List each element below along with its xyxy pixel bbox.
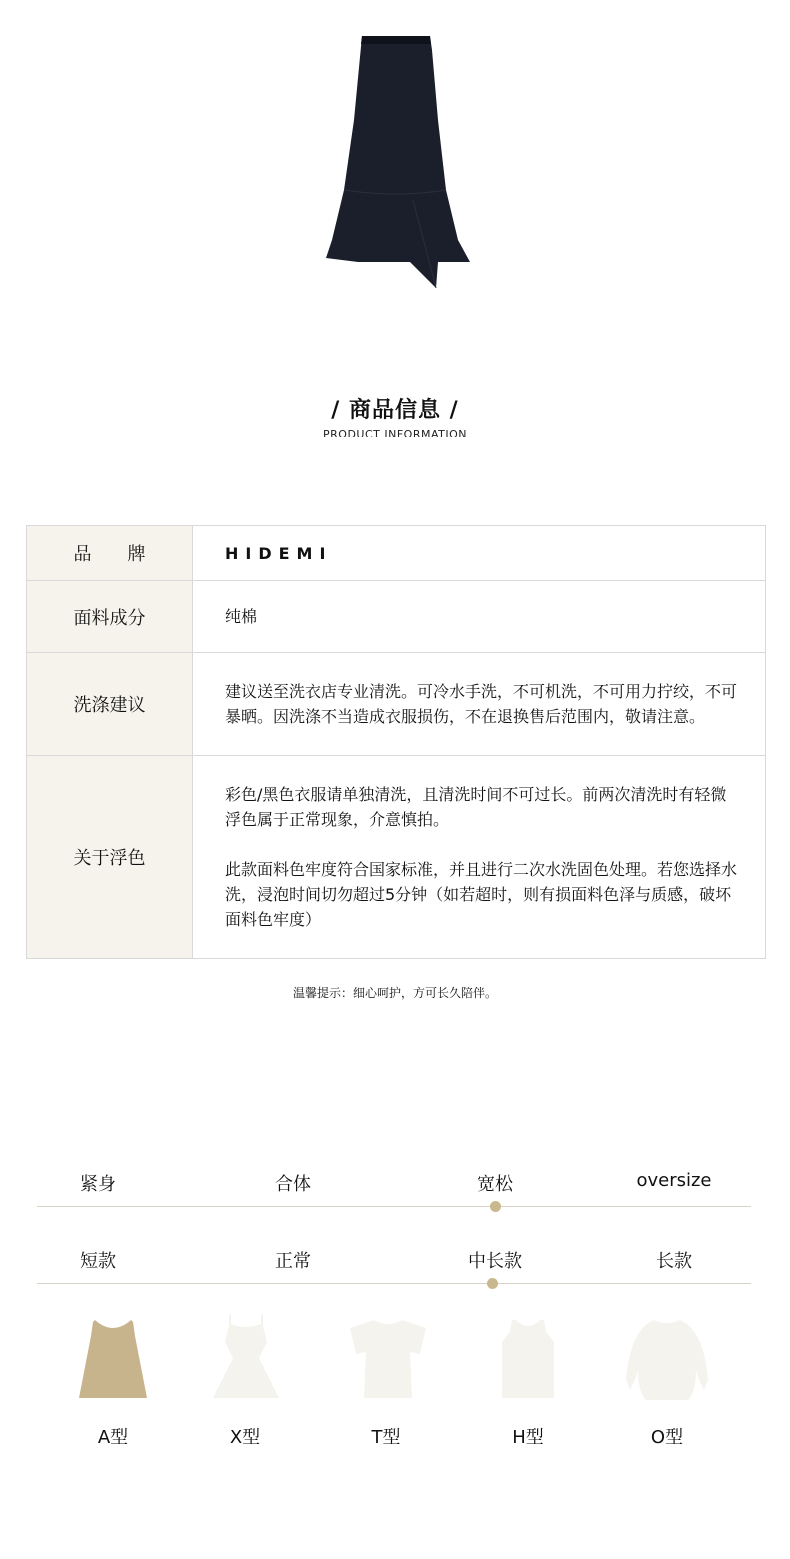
fit-label-regular: 合体 (275, 1174, 311, 1195)
length-label-long: 长款 (656, 1251, 692, 1272)
table-row (27, 756, 766, 959)
fit-label-loose: 宽松 (477, 1174, 513, 1195)
length-label-short: 短款 (80, 1251, 116, 1272)
product-info-table (26, 525, 766, 959)
brand-label: 品牌 (27, 526, 193, 581)
silhouette-label-x: X型 (229, 1427, 261, 1448)
washing-value: 建议送至洗衣店专业清洗。可冷水手洗，不可机洗，不可用力拧绞，不可暴晒。因洗涤不当造成衣服损伤，不在退换售后范围内，敬请注意。 (193, 653, 766, 756)
color-fading-paragraph-2: 此款面料色牢度符合国家标准，并且进行二次水洗固色处理。若您选择水洗，浸泡时间切勿超过5分钟（如若超时，则有损面料色泽与质感，破坏面料色牢度） (225, 860, 738, 929)
fit-selected-dot (490, 1201, 501, 1212)
silhouette-label-h: H型 (512, 1427, 544, 1448)
silhouette-label-t: T型 (371, 1427, 401, 1448)
table-row (27, 653, 766, 756)
washing-label: 洗涤建议 (27, 653, 193, 756)
color-fading-label: 关于浮色 (27, 756, 193, 959)
x-line-silhouette-icon (211, 1312, 281, 1400)
color-fading-value (193, 756, 766, 959)
section-title: / 商品信息 / (331, 398, 459, 423)
fabric-label: 面料成分 (27, 581, 193, 653)
brand-value: HIDEMI (193, 526, 766, 581)
t-line-silhouette-icon (348, 1318, 428, 1400)
o-line-silhouette-icon (624, 1318, 710, 1402)
h-line-silhouette-icon (500, 1318, 556, 1400)
length-selected-dot (487, 1278, 498, 1289)
care-tip: 温馨提示：细心呵护，方可长久陪伴。 (292, 986, 497, 1000)
color-fading-paragraph-1: 彩色/黑色衣服请单独清洗，且清洗时间不可过长。前两次清洗时有轻微浮色属于正常现象，介意慎拍。 (225, 785, 727, 829)
length-label-midi: 中长款 (468, 1251, 522, 1272)
length-scale-line (37, 1283, 751, 1284)
fit-label-oversize: oversize (636, 1170, 712, 1191)
table-row (27, 581, 766, 653)
a-line-silhouette-icon (77, 1314, 149, 1400)
silhouette-label-a: A型 (97, 1427, 129, 1448)
fit-label-tight: 紧身 (80, 1174, 116, 1195)
product-image (318, 30, 474, 292)
table-row (27, 526, 766, 581)
fabric-value: 纯棉 (193, 581, 766, 653)
fit-scale-line (37, 1206, 751, 1207)
section-subtitle: PRODUCT INFORMATION (323, 428, 467, 437)
silhouette-label-o: O型 (650, 1427, 684, 1448)
length-label-regular: 正常 (275, 1251, 311, 1272)
